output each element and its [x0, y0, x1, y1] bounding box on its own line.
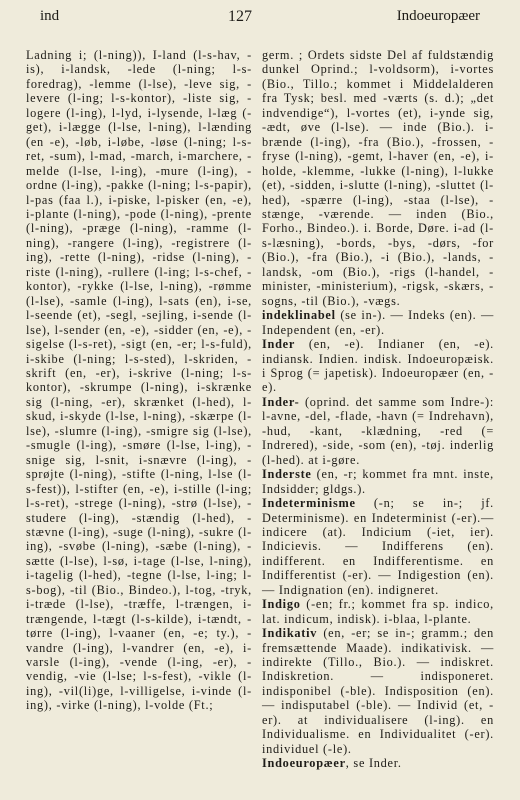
entry-headword: Inderste	[262, 467, 312, 482]
entry-continuation	[262, 48, 494, 308]
entry-text: (se in-). — Indeks (en). — Independent (en, -er).	[262, 308, 494, 337]
entry-text: germ. ; Ordets sidste Del af fuldstændig dunkel Oprind.; l-voldsorm), i-vortes (Bio., Tillo.; kommet i Middelalderen fra Tysk; besl. med -værts (s. d.); „det indvendige“), l-vortes (et), i-ynde sig, -ædt, øve (l-lse). — inde (Bio.). i-brænde (l-ing), -fra (Bio.), -frossen, -fryse (l-ning), -gemt, l-haver (en, -e), i-holde, -klemme, -lukke (l-ning), l-lukke (et), -sidden, i-slutte (l-ning), -sluttet (l-hed), -spærre (l-ing), -staa (l-lse), -stænge, -værende. — inden (Bio., Forho., Bindeo.). i. Borde, Døre. i-ad (l-s-læsning), -bords, -bys, -dørs, -for (Bio.), -fra (Bio.), -i (Bio.), -lands, -landsk, -om (Bio.), -rigs (l-handel, -minister, -ministerium), -rigsk, -skærs, -sogns, -til (Bio.), -vægs.	[262, 48, 494, 308]
entry-inderste	[262, 467, 494, 496]
entry-headword: indeklinabel	[262, 308, 336, 323]
entry-inder	[262, 337, 494, 395]
entry-headword: Inder-	[262, 394, 300, 409]
entry-text: (oprind. det samme som Indre-): l-avne, -del, -flade, -havn (= Indrehavn), -hud, -kant, -klædning, -red (= Indrered), -side, -som (en), -tøj. inderlig (l-hed). at i-gøre.	[262, 394, 494, 467]
right-column	[262, 48, 494, 771]
entry-text: (en, -e). Indianer (en, -e). indiansk. Indien. indisk. Indoeuropæisk. i Sprog (= japetisk). Indoeuropæer (en, -e).	[262, 337, 494, 395]
left-column	[26, 48, 252, 713]
header-left-word: ind	[40, 8, 60, 24]
entry-indeterminisme	[262, 496, 494, 597]
entry-text: (-en; fr.; kommet fra sp. indico, lat. indicum, indisk). i-blaa, l-plante.	[262, 597, 494, 626]
entry-indeklinabel	[262, 308, 494, 337]
entry-text: , se Inder.	[345, 756, 402, 771]
entry-indikativ	[262, 626, 494, 756]
entry-text: (en, -r; kommet fra mnt. inste, Indsidder; gldgs.).	[262, 467, 494, 496]
left-column-text: Ladning i; (l-ning)), I-land (l-s-hav, -is), i-landsk, -lede (l-ning; l-s-foredrag), -lemme (l-lse), -leve sig, -levere (l-ing; l-s-kontor), -liste sig, -logere (l-ing), l-lyd, i-lysende, l-læg (-get), i-lægge (l-lse, l-ning), l-lænding (en -e), -løb, i-løbe, -løse (l-ning; l-s-ret, -sum), l-mad, -march, i-marchere, -melde (l-lse, l-ing), -mure (l-ing), -ordne (l-ing), -pakke (l-ning; l-s-papir), l-pas (faa l.), i-piske, l-pisker (en, -e), i-plante (l-ning), -pode (l-ning), -prente (l-ning), -præge (l-ning), -ramme (l-ning), -rangere (l-ing), -registrere (l-ing), -rette (l-ning), -ridse (l-ning), -riste (l-ning), -rullere (l-ing; l-s-chef, -kontor), -rykke (l-lse, l-ning), -rømme (l-lse), -samle (l-ing), l-sats (en), i-se, l-seende (et), -segl, -sejling, i-sende (l-lse), l-sender (en, -e), -sidder (en, -e), -sigelse (l-s-ret), -sigt (en, -er; l-s-fuld), i-skibe (l-ning; l-s-sted), l-skriden, -skrift (en, -er), i-skrive (l-ning; l-s-kontor), -skrumpe (l-ning), i-skrænke sig (l-ning, -er), skrænket (l-hed), l-skud, i-skyde (l-lse, l-ning), -skærpe (l-lse), -slumre (l-ing), -smigre sig (l-lse), -smugle (l-ing), -smøre (l-lse, l-ing), -snige sig, l-snit, i-snævre (l-ing), -sprøjte (l-ning), -stifte (l-ning, l-lse (l-s-fest)), l-stifter (en, -e), i-stille (l-ing; l-s-ret), -strege (l-ning), -strø (l-lse), -studere (l-ing), -stændig (l-hed), -stævne (l-ing), -suge (l-ning), -sukre (l-ing), -svøbe (l-ning), -sæbe (l-ning), -sætte (l-lse), l-sø, i-tage (l-lse, l-ning), i-tagelig (l-hed), -tegne (l-lse, l-ing; l-s-bog), -til (Bio., Bindeo.), l-tog, -tryk, i-træde (l-lse), -træffe, l-trængen, i-trængende, l-tægt (l-s-kilde), i-tændt, -tørre (l-ing), l-vaaner (en, -e; ty.), -vandre (l-ing), l-vandrer (en, -e), i-varsle (l-ing), -vende (l-ing, -er), -vendig, -vie (l-lse; l-s-fest), -vikle (l-ing), -vil(li)ge, l-villigelse, i-vinde (l-ing), -virke (l-ning), l-volde (Ft.;	[26, 48, 252, 713]
entry-indigo	[262, 597, 494, 626]
running-head	[40, 8, 480, 30]
entry-headword: Indikativ	[262, 626, 318, 641]
entry-headword: Indeterminisme	[262, 496, 356, 511]
page-number: 127	[228, 8, 252, 25]
entry-headword: Indoeuropæer	[262, 756, 346, 771]
entry-indoeuropaeer	[262, 756, 494, 770]
entry-headword: Indigo	[262, 597, 301, 612]
entry-inder-prefix	[262, 395, 494, 467]
entry-headword: Inder	[262, 337, 296, 352]
entry-text: (en, -er; se in-; gramm.; den fremsættende Maade). indikativisk. — indirekte (Tillo., Bio.). — indiskret. Indiskretion. — indisponeret. indisponibel (-ble). Indisposition (en). — indisputabel (-ble). — Individ (et, -er). at individualisere (l-ing). en Individualisme. en Individualitet (-er). individuel (-le).	[262, 626, 494, 756]
entry-text: (-n; se in-; jf. Determinisme). en Indeterminist (-er).—indicere (at). Indicium (-iet, ier). Indicievis. — Indifferens (en). indifferent. en Indifferentisme. en Indifferentist (-er). — Indigestion (en). — Indignation (en). indigneret.	[262, 496, 494, 597]
header-right-word: Indoeuropæer	[396, 8, 480, 24]
